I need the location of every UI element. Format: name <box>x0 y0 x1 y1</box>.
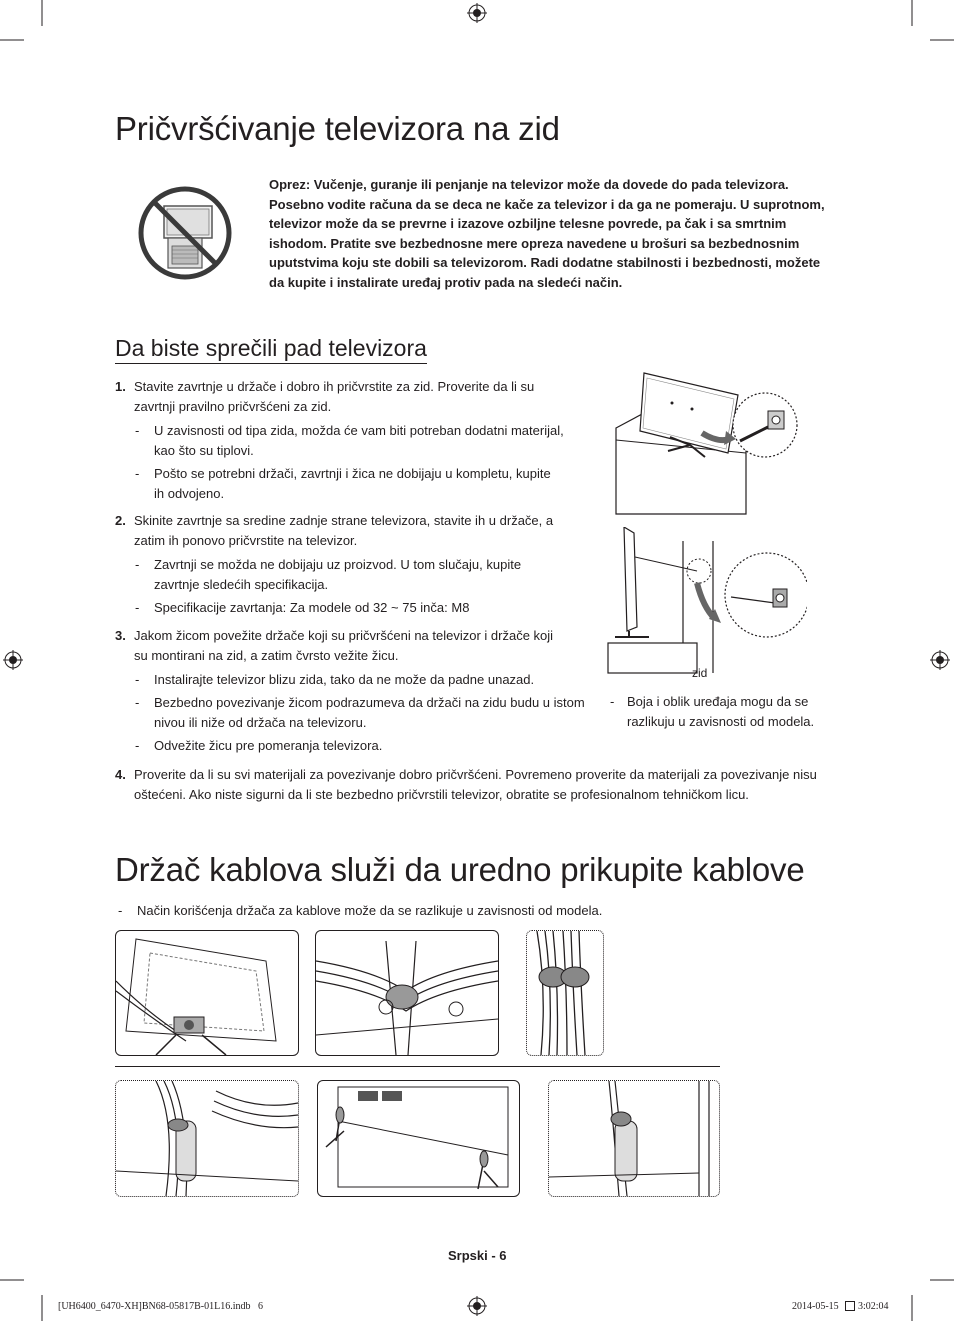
tv-bracket-illustration <box>610 365 800 517</box>
missing-glyph-icon <box>845 1301 855 1311</box>
print-time: 3:02:04 <box>858 1301 889 1312</box>
safety-warning-text: Oprez: Vučenje, guranje ili penjanje na televizor može da dovede do pada televizora. Posebno vodite računa da se deca ne kače za televizor i da ga ne pomeraju. U suprotnom, televizor može da se prevrne i izazove ozbiljne telesne povrede, pa čak i sa smrtnim ishodom. Pratite sve bezbednosne mere opreza navedene u brošuri sa bezbednosnim uputstvima koju ste dobili sa televizorom. Radi dodatne stabilnosti i bezbednosti, možete da kupite i instalirate uređaj protiv pada na sledeći način. <box>269 177 825 290</box>
registration-mark-icon <box>930 650 950 670</box>
cable-holder-step-5-image <box>548 1080 720 1197</box>
tv-wall-tether-illustration <box>607 527 807 675</box>
print-date: 2014-05-15 <box>792 1301 839 1312</box>
registration-mark-icon <box>467 3 487 23</box>
page-number: Srpski - 6 <box>448 1248 507 1263</box>
file-slug: [UH6400_6470-XH]BN68-05817B-01L16.indb 6 <box>58 1301 263 1312</box>
divider <box>115 1066 720 1067</box>
section-title-cable-holder: Držač kablova služi da uredno prikupite kablove <box>115 851 805 888</box>
cable-holder-clip-image <box>526 930 604 1056</box>
section-heading: Da biste sprečili pad televizora <box>115 335 427 364</box>
cable-holder-step-3-image <box>115 1080 299 1197</box>
step-text: Proverite da li su svi materijali za povezivanje dobro pričvršćeni. Povremeno proverite da materijali za povezivanje nisu oštećeni. Ako niste sigurni da li ste bezbedno pričvrstili televizor, obratite se profesionalnom tehničkom licu. <box>134 767 817 802</box>
page-title: Pričvršćivanje televizora na zid <box>115 110 560 147</box>
step-text: Skinite zavrtnje sa sredine zadnje strane televizora, stavite ih u držače, a zatim ih ponovo pričvrstite na televizor. <box>134 513 554 548</box>
no-climbing-warning-icon <box>138 186 232 280</box>
cable-holder-step-1-image <box>115 930 299 1056</box>
registration-mark-icon <box>3 650 23 670</box>
step-number: 2. <box>115 513 126 528</box>
step-number: 1. <box>115 379 126 394</box>
wall-label: zid <box>692 666 708 680</box>
step-number: 4. <box>115 767 126 782</box>
step-number: 3. <box>115 628 126 643</box>
cable-holder-step-4-image <box>317 1080 520 1197</box>
registration-mark-icon <box>467 1296 487 1316</box>
step-text: Jakom žicom povežite držače koji su pričvršćeni na televizor i držače koji su montirani na zid, a zatim čvrsto vežite žicu. <box>134 628 554 663</box>
step-text: Stavite zavrtnje u držače i dobro ih pričvrstite za zid. Proverite da li su zavrtnji pravilno pričvršćeni za zid. <box>134 379 535 414</box>
cable-holder-step-2-image <box>315 930 499 1056</box>
